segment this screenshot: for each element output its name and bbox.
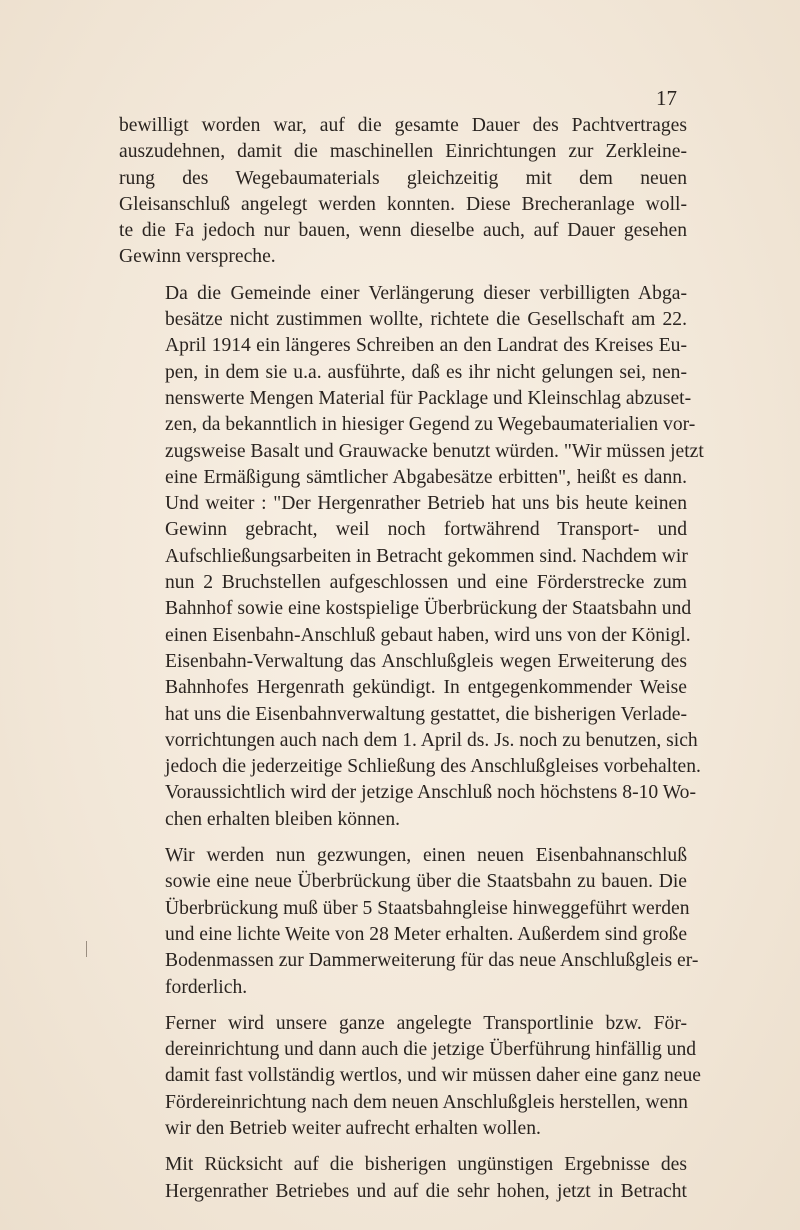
page-number: 17	[656, 86, 677, 110]
text-line: te die Fa jedoch nur bauen, wenn dieselbe auch, auf Dauer gesehen	[119, 220, 687, 242]
text-line: Überbrückung muß über 5 Staatsbahngleise hinweggeführt werden	[165, 897, 690, 919]
text-line: damit fast vollständig wertlos, und wir müssen daher eine ganz neue	[165, 1065, 701, 1087]
text-line: Mit Rücksicht auf die bisherigen ungünstigen Ergebnisse des	[165, 1154, 687, 1176]
body-text	[119, 113, 704, 1215]
text-line: Eisenbahn-Verwaltung das Anschlußgleis wegen Erweiterung des	[165, 650, 687, 672]
text-line: auszudehnen, damit die maschinellen Einrichtungen zur Zerkleine-	[119, 141, 687, 163]
text-line: Hergenrather Betriebes und auf die sehr hohen, jetzt in Betracht	[165, 1180, 687, 1202]
text-line: Gleisanschluß angelegt werden konnten. Diese Brecheranlage woll-	[119, 193, 687, 215]
paragraph	[119, 1152, 687, 1205]
text-line: chen erhalten bleiben können.	[165, 808, 401, 830]
text-line: dereinrichtung und dann auch die jetzige Überführung hinfällig und	[165, 1039, 697, 1061]
text-line: bewilligt worden war, auf die gesamte Dauer des Pachtvertrages	[119, 115, 687, 136]
text-line: Und weiter : "Der Hergenrather Betrieb hat uns bis heute keinen	[165, 493, 687, 515]
text-line: Gewinn gebracht, weil noch fortwährend Transport- und	[165, 519, 687, 541]
text-line: Da die Gemeinde einer Verlängerung dieser verbilligten Abga-	[165, 282, 687, 304]
text-line: Ferner wird unsere ganze angelegte Transportlinie bzw. För-	[165, 1012, 687, 1034]
text-line: nun 2 Bruchstellen aufgeschlossen und eine Förderstrecke zum	[165, 572, 687, 594]
text-line: Gewinn verspreche.	[119, 246, 276, 268]
text-line: Bahnhof sowie eine kostspielige Überbrückung der Staatsbahn und	[165, 598, 692, 620]
text-line: Wir werden nun gezwungen, einen neuen Eisenbahnanschluß	[165, 845, 687, 867]
text-line: sowie eine neue Überbrückung über die Staatsbahn zu bauen. Die	[165, 871, 687, 893]
text-line: zen, da bekanntlich in hiesiger Gegend zu Wegebaumaterialien vor-	[165, 414, 696, 436]
paragraph	[119, 1011, 701, 1142]
text-line: einen Eisenbahn-Anschluß gebaut haben, wird uns von der Königl.	[165, 624, 691, 646]
text-line: hat uns die Eisenbahnverwaltung gestattet, die bisherigen Verlade-	[165, 703, 687, 725]
text-line: Fördereinrichtung nach dem neuen Anschlußgleis herstellen, wenn	[165, 1091, 688, 1113]
paragraph	[119, 281, 704, 833]
text-line: rung des Wegebaumaterials gleichzeitig mit dem neuen	[119, 167, 687, 189]
text-line: pen, in dem sie u.a. ausführte, daß es ihr nicht gelungen sei, nen-	[165, 361, 687, 383]
text-line: besätze nicht zustimmen wollte, richtete die Gesellschaft am 22.	[165, 309, 687, 331]
text-line: jedoch die jederzeitige Schließung des Anschlußgleises vorbehalten.	[165, 756, 701, 778]
text-line: wir den Betrieb weiter aufrecht erhalten wollen.	[165, 1117, 541, 1139]
text-line: vorrichtungen auch nach dem 1. April ds. Js. noch zu benutzen, sich	[165, 729, 698, 751]
text-line: April 1914 ein längeres Schreiben an den Landrat des Kreises Eu-	[165, 335, 687, 357]
text-line: zugsweise Basalt und Grauwacke benutzt würden. "Wir müssen jetzt	[165, 440, 704, 462]
text-line: Bodenmassen zur Dammerweiterung für das neue Anschlußgleis er-	[165, 950, 699, 972]
text-line: und eine lichte Weite von 28 Meter erhalten. Außerdem sind große	[165, 923, 688, 945]
margin-mark	[86, 941, 87, 957]
text-line: eine Ermäßigung sämtlicher Abgabesätze erbitten", heißt es dann.	[165, 466, 687, 488]
text-line: Voraussichtlich wird der jetzige Anschluß noch höchstens 8-10 Wo-	[165, 782, 696, 804]
text-line: Aufschließungsarbeiten in Betracht gekommen sind. Nachdem wir	[165, 545, 688, 567]
paragraph	[119, 843, 699, 1001]
paragraph	[119, 113, 687, 271]
text-line: forderlich.	[165, 976, 248, 998]
text-line: nenswerte Mengen Material für Packlage und Kleinschlag abzuset-	[165, 387, 692, 409]
text-line: Bahnhofes Hergenrath gekündigt. In entgegenkommender Weise	[165, 677, 687, 699]
